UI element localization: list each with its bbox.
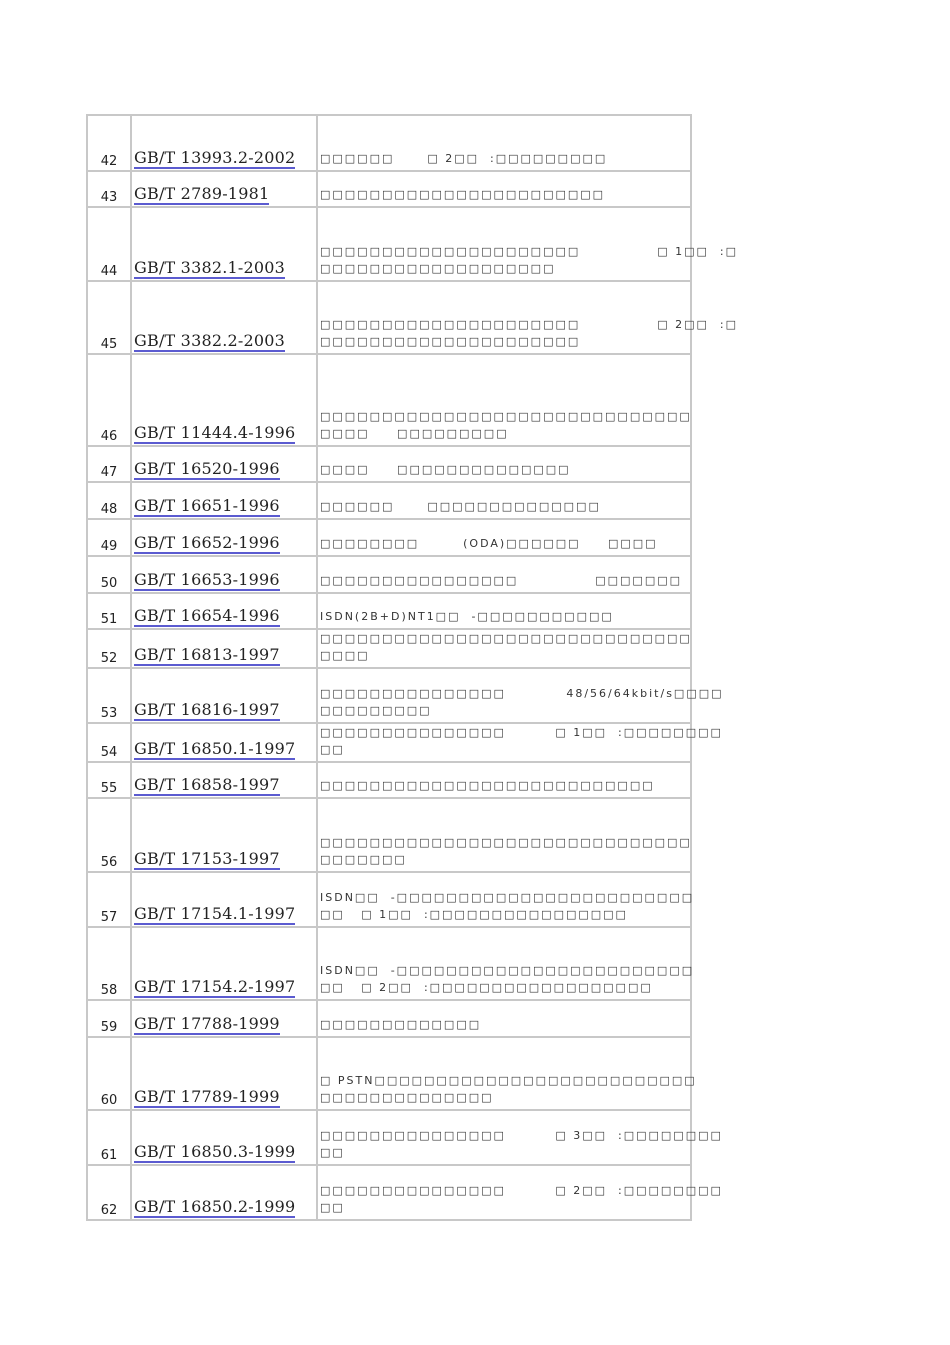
standard-code-cell [131,629,317,668]
row-number: 62 [87,1165,131,1220]
standard-code-cell [131,668,317,723]
standard-title-line: □□ [320,743,345,756]
standard-title-line: □□□□ □□□□□□□□□ [320,427,509,440]
row-number: 51 [87,593,131,629]
table-row [87,1000,691,1037]
standard-title-cell [317,115,691,171]
standard-title-line: □ PSTN□□□□□□□□□□□□□□□□□□□□□□□□□□ [320,1074,697,1087]
row-number: 58 [87,927,131,1000]
table-row [87,519,691,556]
standard-code-cell [131,446,317,482]
standard-code-link[interactable]: GB/T 16816-1997 [134,700,280,719]
standard-title-line: □□□□□□□□□□□□□□□□□□□□□ □ 2□□ :□ [320,318,738,331]
table-row [87,798,691,872]
standard-title-cell [317,482,691,519]
row-number: 43 [87,171,131,207]
standard-code-link[interactable]: GB/T 16858-1997 [134,775,280,794]
standard-title-line: □□□□□□□□□□□□□□□□ □□□□□□□ [320,574,682,587]
table-row [87,629,691,668]
standard-code-cell [131,872,317,927]
standard-title-line: □□□□□□□□ (ODA)□□□□□□ □□□□ [320,537,658,550]
standard-title-line: □□□□□□□ [320,853,407,866]
standard-title-cell [317,927,695,1000]
standard-code-cell [131,281,317,354]
standard-title-cell [317,593,691,629]
table-row [87,482,691,519]
standard-title-cell [317,354,691,446]
standard-title-cell [317,762,691,798]
row-number: 48 [87,482,131,519]
standard-title-line: □□□□ □□□□□□□□□□□□□□ [320,463,571,476]
standard-title-line: □□□□□□□□□□□□□□□□□□□□□□□□□□□ [320,779,655,792]
standard-title-cell [317,668,724,723]
table-row [87,281,691,354]
standard-code-cell [131,723,317,762]
row-number: 44 [87,207,131,281]
standard-title-cell [317,519,691,556]
standard-title-line: □□□□□□□□□□□□□□□ 48/56/64kbit/s□□□□ [320,687,724,700]
table-row [87,762,691,798]
table-row [87,872,691,927]
standard-title-cell [317,1165,723,1220]
standard-code-link[interactable]: GB/T 16652-1996 [134,533,280,552]
table-row [87,668,691,723]
row-number: 55 [87,762,131,798]
standard-title-cell [317,281,738,354]
row-number: 45 [87,281,131,354]
row-number: 59 [87,1000,131,1037]
standard-code-link[interactable]: GB/T 13993.2-2002 [134,148,296,167]
standard-title-cell [317,723,723,762]
standard-code-link[interactable]: GB/T 2789-1981 [134,184,270,203]
standard-title-cell [317,1000,691,1037]
standard-code-link[interactable]: GB/T 16520-1996 [134,459,280,478]
standard-title-line: □□□□□□□□□ [320,704,432,717]
standard-code-cell [131,519,317,556]
standard-code-cell [131,798,317,872]
table-row [87,354,691,446]
standard-title-cell [317,872,695,927]
standard-title-cell [317,1110,723,1165]
standard-code-link[interactable]: GB/T 17154.2-1997 [134,977,296,996]
row-number: 50 [87,556,131,593]
standard-code-link[interactable]: GB/T 3382.2-2003 [134,331,285,350]
standard-title-line: □□ □ 2□□ :□□□□□□□□□□□□□□□□□□ [320,981,653,994]
table-row [87,723,691,762]
standard-title-line: □□ □ 1□□ :□□□□□□□□□□□□□□□□ [320,908,628,921]
table-row [87,171,691,207]
table-row [87,1110,691,1165]
standard-title-line: □□□□□□□□□□□□□□□□□□□□□□□□□□□□□□ [320,632,692,645]
standard-code-link[interactable]: GB/T 16653-1996 [134,570,280,589]
standard-title-line: □□□□□□□□□□□□□□□ □ 1□□ :□□□□□□□□ [320,726,723,739]
standard-title-cell [317,446,691,482]
standard-code-link[interactable]: GB/T 17153-1997 [134,849,280,868]
standard-title-line: □□□□□□ □□□□□□□□□□□□□□ [320,500,601,513]
row-number: 42 [87,115,131,171]
standard-title-cell [317,629,691,668]
standard-code-cell [131,1165,317,1220]
standard-code-cell [131,1000,317,1037]
standard-title-cell [317,171,691,207]
standard-title-line: □□□□□□□□□□□□□□□□□□□□□ [320,335,581,348]
standard-title-line: □□□□□□□□□□□□□□□ □ 2□□ :□□□□□□□□ [320,1184,723,1197]
row-number: 46 [87,354,131,446]
standard-title-line: ISDN□□ -□□□□□□□□□□□□□□□□□□□□□□□□ [320,891,695,904]
standard-title-line: □□□□ [320,649,370,662]
standard-code-cell [131,1037,317,1110]
standard-code-cell [131,593,317,629]
table-row [87,1165,691,1220]
row-number: 60 [87,1037,131,1110]
standard-title-line: □□□□□□□□□□□□□□ [320,1091,494,1104]
standard-code-link[interactable]: GB/T 16651-1996 [134,496,280,515]
table-row [87,593,691,629]
standard-code-cell [131,927,317,1000]
row-number: 54 [87,723,131,762]
standard-title-line: □□□□□□□□□□□□□ [320,1018,482,1031]
row-number: 61 [87,1110,131,1165]
standard-code-cell [131,115,317,171]
standard-title-line: □□□□□□□□□□□□□□□□□□□□□ □ 1□□ :□ [320,245,738,258]
row-number: 53 [87,668,131,723]
standard-code-cell [131,762,317,798]
row-number: 47 [87,446,131,482]
row-number: 52 [87,629,131,668]
standard-code-link[interactable]: GB/T 16850.3-1999 [134,1142,296,1161]
standard-code-cell [131,354,317,446]
standard-code-link[interactable]: GB/T 16850.1-1997 [134,739,296,758]
standard-title-line: □□□□□□□□□□□□□□□□□□□□□□□□□□□□□□ [320,836,692,849]
standard-title-line: □□□□□□□□□□□□□□□ □ 3□□ :□□□□□□□□ [320,1129,723,1142]
table-row [87,207,691,281]
standard-code-link[interactable]: GB/T 16813-1997 [134,645,280,664]
table-row [87,115,691,171]
standard-code-cell [131,556,317,593]
table-row [87,1037,691,1110]
standard-title-line: □□ [320,1146,345,1159]
standard-code-link[interactable]: GB/T 17154.1-1997 [134,904,296,923]
standard-title-line: □□□□□□□□□□□□□□□□□□□□□□□ [320,188,606,201]
standard-code-link[interactable]: GB/T 16654-1996 [134,606,280,625]
row-number: 49 [87,519,131,556]
standard-title-cell [317,207,738,281]
standard-title-cell [317,798,691,872]
standard-title-line: ISDN(2B+D)NT1□□ -□□□□□□□□□□□ [320,610,614,623]
table-row [87,556,691,593]
standard-code-link[interactable]: GB/T 11444.4-1996 [134,423,296,442]
standards-table-body [87,115,738,1220]
standard-title-line: □□□□□□□□□□□□□□□□□□□□□□□□□□□□□□ [320,410,692,423]
standard-code-link[interactable]: GB/T 3382.1-2003 [134,258,285,277]
table-row [87,446,691,482]
row-number: 57 [87,872,131,927]
standard-title-line: □□□□□□ □ 2□□ :□□□□□□□□□ [320,152,608,165]
standard-title-line: ISDN□□ -□□□□□□□□□□□□□□□□□□□□□□□□ [320,964,695,977]
standard-code-link[interactable]: GB/T 17788-1999 [134,1014,280,1033]
standards-table [86,114,738,1221]
standard-code-cell [131,171,317,207]
standard-code-cell [131,482,317,519]
standard-title-line: □□ [320,1201,345,1214]
standard-title-cell [317,1037,697,1110]
standard-code-link[interactable]: GB/T 16850.2-1999 [134,1197,296,1216]
standard-code-link[interactable]: GB/T 17789-1999 [134,1087,280,1106]
standard-title-cell [317,556,691,593]
standard-title-line: □□□□□□□□□□□□□□□□□□□ [320,262,556,275]
row-number: 56 [87,798,131,872]
table-row [87,927,691,1000]
standard-code-cell [131,1110,317,1165]
standard-code-cell [131,207,317,281]
